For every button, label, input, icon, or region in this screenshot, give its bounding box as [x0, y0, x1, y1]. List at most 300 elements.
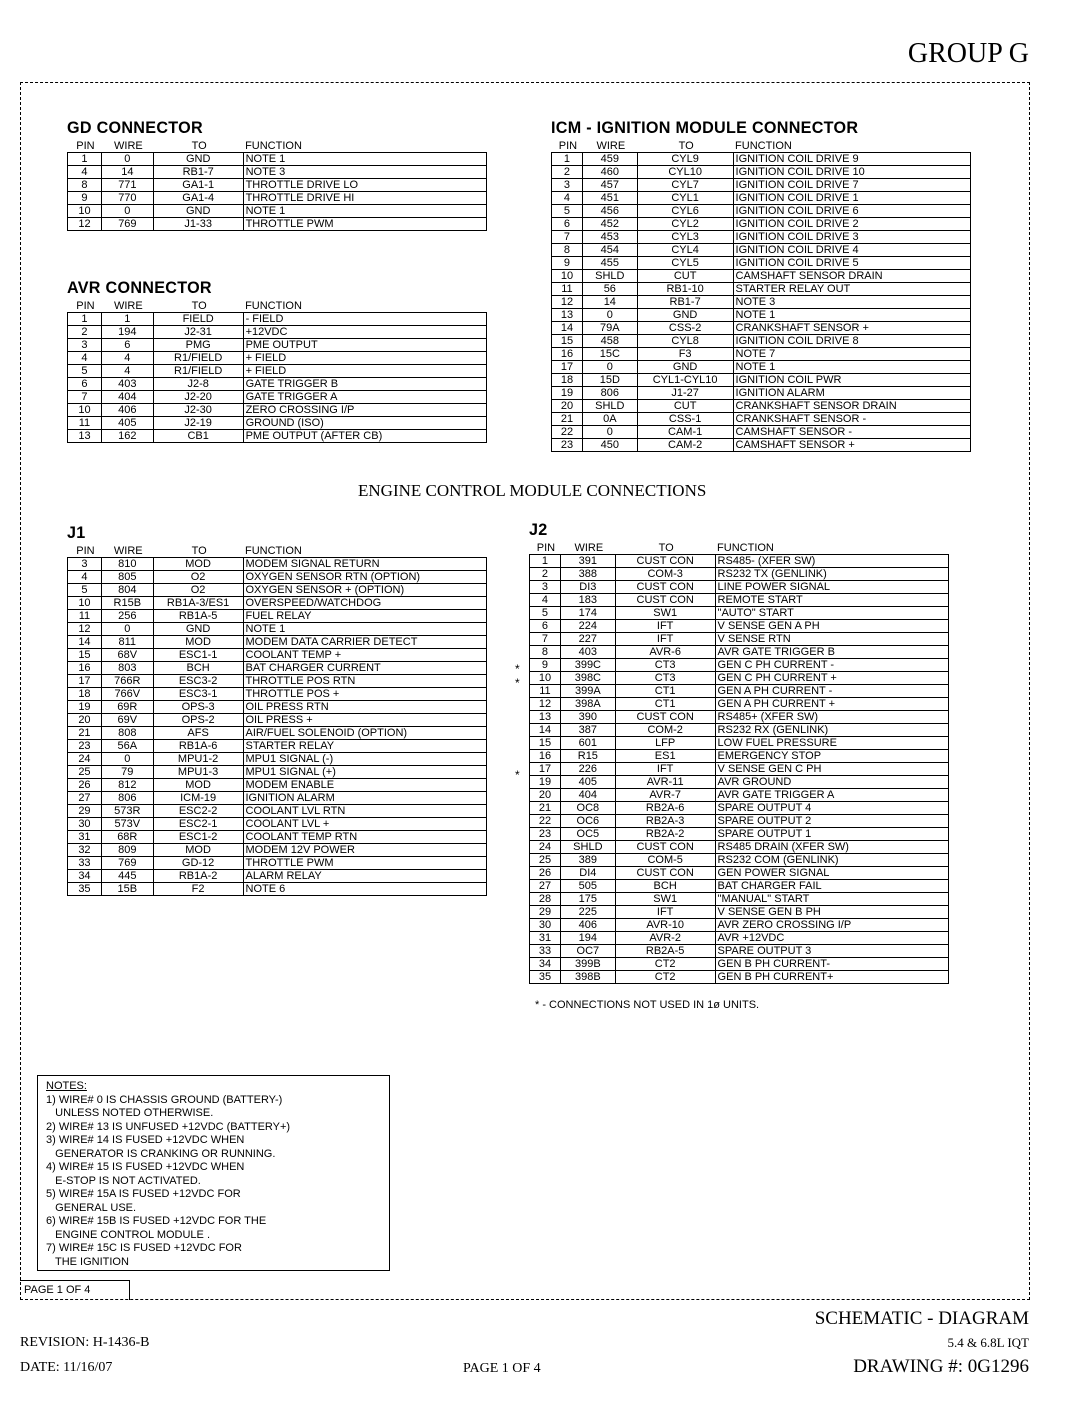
- to-cell: RB1-7: [153, 166, 243, 179]
- wire-cell: 56: [582, 283, 637, 296]
- table-row: [68, 218, 487, 231]
- table-row: [552, 205, 971, 218]
- function-cell: COOLANT TEMP +: [243, 649, 487, 662]
- pin-cell: 12: [530, 698, 561, 711]
- pin-cell: 1: [552, 153, 583, 166]
- note-line: E-STOP IS NOT ACTIVATED.: [46, 1174, 201, 1187]
- pin-cell: 16: [68, 662, 102, 675]
- wire-cell: 224: [560, 620, 615, 633]
- function-cell: GEN B PH CURRENT-: [715, 958, 948, 971]
- ecm-connections-title: ENGINE CONTROL MODULE CONNECTIONS: [358, 481, 707, 500]
- table-row: [530, 685, 949, 698]
- function-cell: COOLANT LVL RTN: [243, 805, 487, 818]
- table-row: [530, 854, 949, 867]
- table-row: [530, 737, 949, 750]
- table-row: [530, 594, 949, 607]
- table-row: [68, 675, 487, 688]
- pin-cell: 29: [68, 805, 102, 818]
- note-line: 3) WIRE# 14 IS FUSED +12VDC WHEN: [46, 1134, 245, 1146]
- function-cell: SPARE OUTPUT 1: [715, 828, 948, 841]
- table-row: [68, 792, 487, 805]
- table-row: [530, 659, 949, 672]
- wire-cell: 573R: [101, 805, 153, 818]
- pin-cell: 12: [68, 218, 102, 231]
- table-row: [552, 335, 971, 348]
- pin-cell: 21: [552, 413, 583, 426]
- table-row: [68, 753, 487, 766]
- pin-cell: 26: [530, 867, 561, 880]
- note-line: UNLESS NOTED OTHERWISE.: [46, 1107, 214, 1119]
- wire-cell: 0: [101, 623, 153, 636]
- wire-cell: DI4: [560, 867, 615, 880]
- function-cell: AVR GATE TRIGGER A: [715, 789, 948, 802]
- pin-cell: 34: [68, 870, 102, 883]
- wire-cell: 398B: [560, 971, 615, 984]
- wire-cell: 454: [582, 244, 637, 257]
- pin-cell: 15: [530, 737, 561, 750]
- table-row: [530, 932, 949, 945]
- function-cell: CAMSHAFT SENSOR DRAIN: [733, 270, 970, 283]
- date-label: DATE: 11/16/07: [20, 1360, 113, 1375]
- column-header: FUNCTION: [245, 140, 302, 152]
- column-header: PIN: [76, 300, 95, 312]
- wire-cell: 183: [560, 594, 615, 607]
- wire-cell: 459: [582, 153, 637, 166]
- column-header: TO: [191, 300, 207, 312]
- function-cell: RS232 RX (GENLINK): [715, 724, 948, 737]
- wire-cell: 4: [101, 352, 153, 365]
- function-cell: CRANKSHAFT SENSOR -: [733, 413, 970, 426]
- table-row: [68, 391, 487, 404]
- to-cell: GA1-1: [153, 179, 243, 192]
- wire-cell: 766V: [101, 688, 153, 701]
- star-mark-pin-17: *: [515, 768, 520, 782]
- pin-cell: 12: [68, 623, 102, 636]
- pin-cell: 3: [530, 581, 561, 594]
- wire-cell: 175: [560, 893, 615, 906]
- pin-cell: 8: [68, 179, 102, 192]
- notes-box: [37, 1075, 390, 1271]
- note-line: 4) WIRE# 15 IS FUSED +12VDC WHEN: [46, 1161, 245, 1173]
- to-cell: GA1-4: [153, 192, 243, 205]
- wire-cell: 406: [560, 919, 615, 932]
- table-row: [530, 646, 949, 659]
- table-row: [68, 831, 487, 844]
- wire-cell: SHLD: [560, 841, 615, 854]
- wire-cell: 404: [560, 789, 615, 802]
- wire-cell: DI3: [560, 581, 615, 594]
- j1-connector-table: [67, 545, 487, 896]
- note-line: 5) WIRE# 15A IS FUSED +12VDC FOR: [46, 1188, 241, 1200]
- to-cell: J2-8: [153, 378, 243, 391]
- wire-cell: SHLD: [582, 270, 637, 283]
- function-cell: GEN B PH CURRENT+: [715, 971, 948, 984]
- table-row: [552, 413, 971, 426]
- function-cell: GEN C PH CURRENT +: [715, 672, 948, 685]
- wire-cell: 771: [101, 179, 153, 192]
- wire-cell: 573V: [101, 818, 153, 831]
- to-cell: RB2A-3: [615, 815, 715, 828]
- wire-cell: 806: [101, 792, 153, 805]
- wire-cell: 79A: [582, 322, 637, 335]
- table-row: [68, 688, 487, 701]
- wire-cell: R15B: [101, 597, 153, 610]
- table-row: [68, 779, 487, 792]
- pin-cell: 6: [530, 620, 561, 633]
- to-cell: CUST CON: [615, 555, 715, 568]
- to-cell: CT3: [615, 672, 715, 685]
- to-cell: FIELD: [153, 313, 243, 326]
- table-row: [530, 971, 949, 984]
- wire-cell: 806: [582, 387, 637, 400]
- table-row: [68, 883, 487, 896]
- table-row: [552, 270, 971, 283]
- wire-cell: 399C: [560, 659, 615, 672]
- table-row: [68, 649, 487, 662]
- to-cell: AVR-10: [615, 919, 715, 932]
- wire-cell: 194: [560, 932, 615, 945]
- table-row: [552, 179, 971, 192]
- table-row: [68, 714, 487, 727]
- wire-cell: 399B: [560, 958, 615, 971]
- pin-cell: 17: [530, 763, 561, 776]
- function-cell: IGNITION COIL DRIVE 8: [733, 335, 970, 348]
- function-cell: V SENSE RTN: [715, 633, 948, 646]
- column-header: PIN: [76, 545, 95, 557]
- function-cell: NOTE 1: [733, 309, 970, 322]
- wire-cell: 14: [582, 296, 637, 309]
- wire-cell: 6: [101, 339, 153, 352]
- column-header: PIN: [536, 542, 556, 554]
- pin-cell: 13: [530, 711, 561, 724]
- table-row: [68, 740, 487, 753]
- table-header-row: [530, 542, 949, 555]
- table-row: [68, 870, 487, 883]
- to-cell: RB2A-5: [615, 945, 715, 958]
- to-cell: CYL9: [637, 153, 733, 166]
- pin-cell: 5: [68, 584, 102, 597]
- function-cell: NOTE 3: [733, 296, 970, 309]
- note-line: 6) WIRE# 15B IS FUSED +12VDC FOR THE: [46, 1215, 267, 1227]
- wire-cell: 808: [101, 727, 153, 740]
- to-cell: J1-33: [153, 218, 243, 231]
- to-cell: OPS-2: [153, 714, 243, 727]
- table-row: [68, 610, 487, 623]
- to-cell: IFT: [615, 620, 715, 633]
- wire-cell: 403: [101, 378, 153, 391]
- to-cell: CYL8: [637, 335, 733, 348]
- to-cell: CYL1-CYL10: [637, 374, 733, 387]
- to-cell: J2-19: [153, 417, 243, 430]
- to-cell: RB1-10: [637, 283, 733, 296]
- function-cell: GATE TRIGGER B: [243, 378, 486, 391]
- wire-cell: 387: [560, 724, 615, 737]
- table-row: [530, 698, 949, 711]
- pin-cell: 24: [68, 753, 102, 766]
- function-cell: OXYGEN SENSOR + (OPTION): [243, 584, 487, 597]
- function-cell: OIL PRESS RTN: [243, 701, 487, 714]
- to-cell: CYL6: [637, 205, 733, 218]
- table-row: [68, 404, 487, 417]
- table-row: [552, 387, 971, 400]
- pin-cell: 21: [68, 727, 102, 740]
- to-cell: CUST CON: [615, 841, 715, 854]
- function-cell: MPU1 SIGNAL (+): [243, 766, 487, 779]
- function-cell: THROTTLE POS +: [243, 688, 487, 701]
- table-row: [68, 179, 487, 192]
- to-cell: BCH: [615, 880, 715, 893]
- wire-cell: 770: [101, 192, 153, 205]
- function-cell: COOLANT TEMP RTN: [243, 831, 487, 844]
- function-cell: IGNITION COIL DRIVE 5: [733, 257, 970, 270]
- function-cell: MODEM SIGNAL RETURN: [243, 558, 487, 571]
- wire-cell: 0: [101, 205, 153, 218]
- pin-cell: 25: [68, 766, 102, 779]
- wire-cell: 0: [582, 309, 637, 322]
- to-cell: ESC3-1: [153, 688, 243, 701]
- pin-cell: 10: [68, 404, 102, 417]
- to-cell: MPU1-2: [153, 753, 243, 766]
- function-cell: REMOTE START: [715, 594, 948, 607]
- table-row: [530, 958, 949, 971]
- pin-cell: 28: [530, 893, 561, 906]
- pin-cell: 17: [552, 361, 583, 374]
- to-cell: CYL5: [637, 257, 733, 270]
- function-cell: GATE TRIGGER A: [243, 391, 486, 404]
- pin-cell: 14: [530, 724, 561, 737]
- pin-cell: 18: [552, 374, 583, 387]
- to-cell: J2-20: [153, 391, 243, 404]
- table-row: [552, 309, 971, 322]
- function-cell: LINE POWER SIGNAL: [715, 581, 948, 594]
- table-row: [530, 763, 949, 776]
- wire-cell: 389: [560, 854, 615, 867]
- table-row: [530, 828, 949, 841]
- table-row: [68, 365, 487, 378]
- to-cell: COM-3: [615, 568, 715, 581]
- pin-cell: 27: [530, 880, 561, 893]
- icm-connector-title: ICM - IGNITION MODULE CONNECTOR: [551, 118, 859, 137]
- pin-cell: 6: [68, 378, 102, 391]
- to-cell: ICM-19: [153, 792, 243, 805]
- pin-cell: 20: [530, 789, 561, 802]
- function-cell: GEN A PH CURRENT +: [715, 698, 948, 711]
- function-cell: AVR +12VDC: [715, 932, 948, 945]
- table-row: [552, 153, 971, 166]
- notes-heading: NOTES:: [46, 1080, 87, 1092]
- to-cell: GND: [153, 205, 243, 218]
- wire-cell: 803: [101, 662, 153, 675]
- to-cell: MOD: [153, 558, 243, 571]
- to-cell: CSS-2: [637, 322, 733, 335]
- table-row: [530, 568, 949, 581]
- wire-cell: 811: [101, 636, 153, 649]
- pin-cell: 1: [68, 313, 102, 326]
- to-cell: RB1A-5: [153, 610, 243, 623]
- pin-cell: 23: [68, 740, 102, 753]
- function-cell: CRANKSHAFT SENSOR DRAIN: [733, 400, 970, 413]
- function-cell: CAMSHAFT SENSOR -: [733, 426, 970, 439]
- function-cell: RS485- (XFER SW): [715, 555, 948, 568]
- table-row: [68, 153, 487, 166]
- page-number-label: PAGE 1 OF 4: [463, 1361, 541, 1376]
- icm-connector-table: [551, 140, 971, 452]
- function-cell: PME OUTPUT (AFTER CB): [243, 430, 486, 443]
- wire-cell: OC6: [560, 815, 615, 828]
- group-label: GROUP G: [907, 38, 1029, 69]
- function-cell: RS232 COM (GENLINK): [715, 854, 948, 867]
- pin-cell: 19: [552, 387, 583, 400]
- pin-cell: 21: [530, 802, 561, 815]
- pin-cell: 6: [552, 218, 583, 231]
- to-cell: CUT: [637, 270, 733, 283]
- function-cell: LOW FUEL PRESSURE: [715, 737, 948, 750]
- wire-cell: 450: [582, 439, 637, 452]
- table-row: [552, 192, 971, 205]
- note-line: 2) WIRE# 13 IS UNFUSED +12VDC (BATTERY+): [46, 1120, 291, 1133]
- table-row: [68, 727, 487, 740]
- function-cell: THROTTLE DRIVE HI: [243, 192, 486, 205]
- to-cell: GND: [637, 309, 733, 322]
- table-row: [552, 400, 971, 413]
- pin-cell: 16: [530, 750, 561, 763]
- wire-cell: 460: [582, 166, 637, 179]
- to-cell: CYL2: [637, 218, 733, 231]
- wire-cell: 451: [582, 192, 637, 205]
- gd-connector-table: [67, 140, 487, 231]
- table-row: [530, 581, 949, 594]
- to-cell: COM-2: [615, 724, 715, 737]
- function-cell: GEN POWER SIGNAL: [715, 867, 948, 880]
- function-cell: OVERSPEED/WATCHDOG: [243, 597, 487, 610]
- pin-cell: 16: [552, 348, 583, 361]
- pin-cell: 10: [552, 270, 583, 283]
- wire-cell: 804: [101, 584, 153, 597]
- pin-cell: 35: [68, 883, 102, 896]
- wire-cell: 445: [101, 870, 153, 883]
- to-cell: IFT: [615, 763, 715, 776]
- pin-cell: 7: [68, 391, 102, 404]
- function-cell: SPARE OUTPUT 2: [715, 815, 948, 828]
- column-header: WIRE: [113, 300, 143, 312]
- table-row: [552, 283, 971, 296]
- pin-cell: 17: [68, 675, 102, 688]
- table-row: [68, 378, 487, 391]
- column-header: WIRE: [114, 140, 143, 152]
- function-cell: STARTER RELAY OUT: [733, 283, 970, 296]
- table-row: [552, 166, 971, 179]
- wire-cell: 4: [101, 365, 153, 378]
- wire-cell: 15D: [582, 374, 637, 387]
- table-row: [68, 636, 487, 649]
- column-header: WIRE: [113, 545, 143, 557]
- to-cell: BCH: [153, 662, 243, 675]
- to-cell: RB2A-2: [615, 828, 715, 841]
- wire-cell: 391: [560, 555, 615, 568]
- wire-cell: 388: [560, 568, 615, 581]
- wire-cell: 769: [101, 857, 153, 870]
- wire-cell: 399A: [560, 685, 615, 698]
- pin-cell: 5: [68, 365, 102, 378]
- to-cell: J2-31: [153, 326, 243, 339]
- note-line: THE IGNITION: [46, 1255, 129, 1268]
- function-cell: RS232 TX (GENLINK): [715, 568, 948, 581]
- table-row: [530, 945, 949, 958]
- function-cell: EMERGENCY STOP: [715, 750, 948, 763]
- table-row: [552, 439, 971, 452]
- pin-cell: 11: [552, 283, 583, 296]
- function-cell: ALARM RELAY: [243, 870, 487, 883]
- to-cell: CB1: [153, 430, 243, 443]
- table-row: [68, 805, 487, 818]
- wire-cell: 79: [101, 766, 153, 779]
- table-header-row: [68, 545, 487, 558]
- to-cell: AVR-6: [615, 646, 715, 659]
- function-cell: IGNITION COIL DRIVE 1: [733, 192, 970, 205]
- to-cell: SW1: [615, 607, 715, 620]
- wire-cell: OC5: [560, 828, 615, 841]
- wire-cell: 15B: [101, 883, 153, 896]
- column-header: FUNCTION: [717, 542, 774, 554]
- pin-cell: 19: [530, 776, 561, 789]
- function-cell: + FIELD: [243, 352, 486, 365]
- column-header: WIRE: [574, 542, 604, 554]
- wire-cell: 601: [560, 737, 615, 750]
- wire-cell: 810: [101, 558, 153, 571]
- pin-cell: 11: [530, 685, 561, 698]
- column-header: PIN: [558, 140, 578, 152]
- function-cell: CAMSHAFT SENSOR +: [733, 439, 970, 452]
- table-row: [552, 348, 971, 361]
- table-row: [530, 815, 949, 828]
- to-cell: CUST CON: [615, 581, 715, 594]
- function-cell: IGNITION COIL DRIVE 2: [733, 218, 970, 231]
- to-cell: F3: [637, 348, 733, 361]
- wire-cell: SHLD: [582, 400, 637, 413]
- wire-cell: 404: [101, 391, 153, 404]
- wire-cell: 406: [101, 404, 153, 417]
- wire-cell: 226: [560, 763, 615, 776]
- to-cell: CT1: [615, 685, 715, 698]
- to-cell: CT3: [615, 659, 715, 672]
- to-cell: MOD: [153, 636, 243, 649]
- table-header-row: [68, 300, 487, 313]
- function-cell: IGNITION COIL PWR: [733, 374, 970, 387]
- table-row: [552, 231, 971, 244]
- wire-cell: 225: [560, 906, 615, 919]
- pin-cell: 4: [68, 166, 102, 179]
- wire-cell: 227: [560, 633, 615, 646]
- wire-cell: 405: [101, 417, 153, 430]
- table-row: [530, 724, 949, 737]
- wire-cell: 162: [101, 430, 153, 443]
- pin-cell: 12: [552, 296, 583, 309]
- wire-cell: 174: [560, 607, 615, 620]
- frame-page-label: PAGE 1 OF 4: [20, 1280, 130, 1300]
- wire-cell: OC7: [560, 945, 615, 958]
- table-row: [68, 313, 487, 326]
- schematic-diagram-label: SCHEMATIC - DIAGRAM: [814, 1308, 1029, 1329]
- function-cell: +12VDC: [243, 326, 486, 339]
- wire-cell: 812: [101, 779, 153, 792]
- function-cell: IGNITION COIL DRIVE 7: [733, 179, 970, 192]
- to-cell: CYL4: [637, 244, 733, 257]
- pin-cell: 26: [68, 779, 102, 792]
- pin-cell: 33: [68, 857, 102, 870]
- table-row: [552, 296, 971, 309]
- table-row: [68, 417, 487, 430]
- to-cell: SW1: [615, 893, 715, 906]
